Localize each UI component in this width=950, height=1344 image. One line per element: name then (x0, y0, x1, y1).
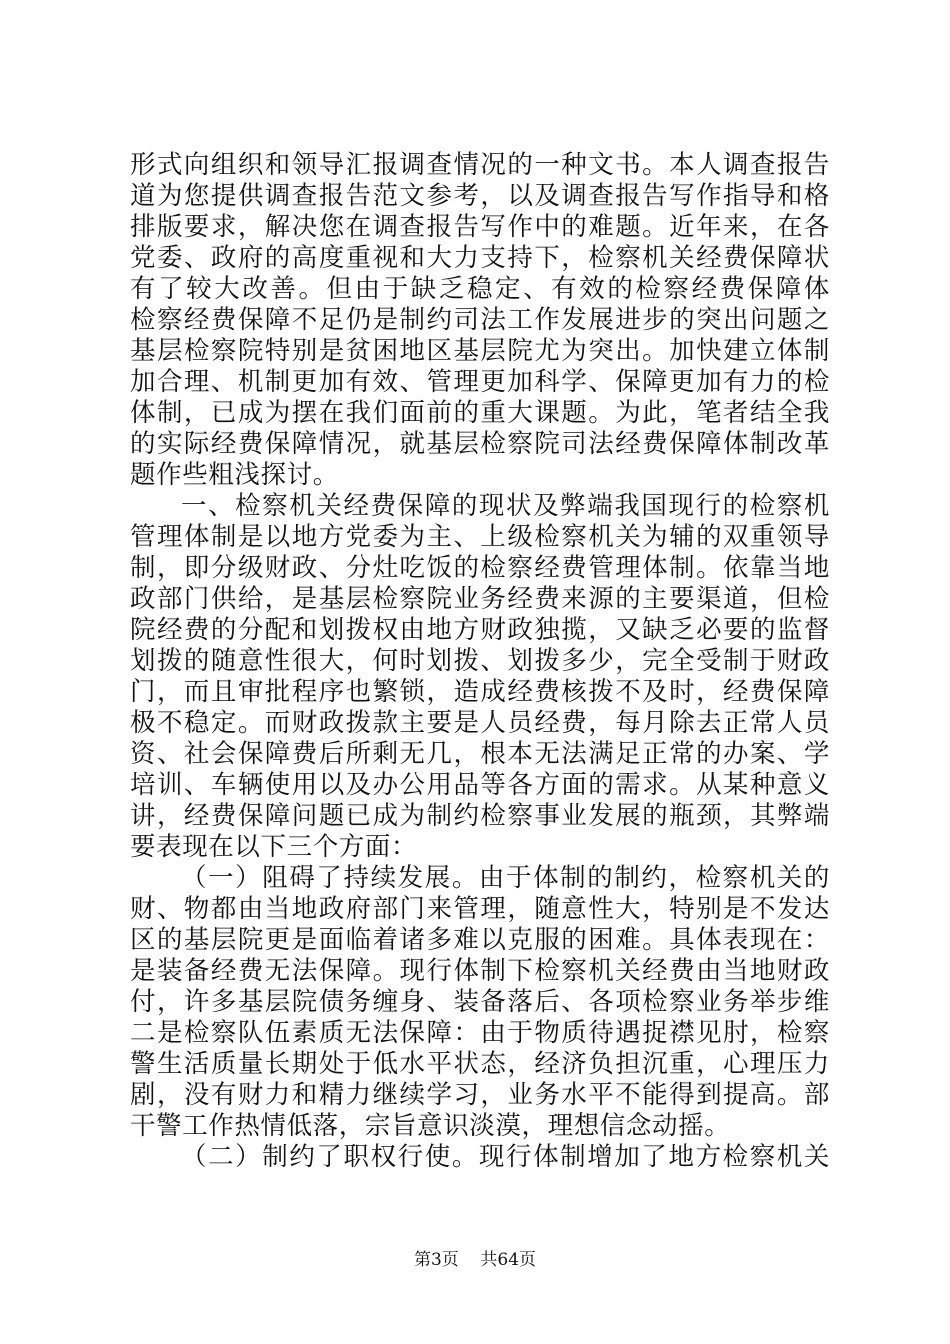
text-line: 划拨的随意性很大，何时划拨、划拨多少，完全受制于财政 (130, 646, 830, 676)
text-line: 的实际经费保障情况，就基层检察院司法经费保障体制改革 (130, 429, 830, 459)
text-line: 极不稳定。而财政拨款主要是人员经费，每月除去正常人员 (130, 708, 830, 738)
text-line: 财、物都由当地政府部门来管理，随意性大，特别是不发达 (130, 894, 830, 924)
text-line: 付，许多基层院债务缠身、装备落后、各项检察业务举步维 (130, 987, 830, 1017)
text-line: 资、社会保障费后所剩无几，根本无法满足正常的办案、学 (130, 739, 830, 769)
text-line: 二是检察队伍素质无法保障：由于物质待遇捉襟见肘，检察 (130, 1018, 830, 1048)
text-line: 培训、车辆使用以及办公用品等各方面的需求。从某种意义 (130, 770, 830, 800)
text-line: 警生活质量长期处于低水平状态，经济负担沉重，心理压力 (130, 1049, 830, 1079)
page-number: 第3页 (413, 1250, 459, 1270)
text-line: 政部门供给，是基层检察院业务经费来源的主要渠道，但检 (130, 584, 830, 614)
text-line: 形式向组织和领导汇报调查情况的一种文书。本人调查报告 (130, 150, 830, 180)
text-line: 基层检察院特别是贫困地区基层院尤为突出。加快建立体制 (130, 336, 830, 366)
text-line: 检察经费保障不足仍是制约司法工作发展进步的突出问题之 (130, 305, 830, 335)
text-line: 院经费的分配和划拨权由地方财政独揽，又缺乏必要的监督 (130, 615, 830, 645)
text-line: 门，而且审批程序也繁锁，造成经费核拨不及时，经费保障 (130, 677, 830, 707)
text-line: 党委、政府的高度重视和大力支持下，检察机关经费保障状 (130, 243, 830, 273)
page-total: 共64页 (480, 1250, 537, 1270)
text-line: 管理体制是以地方党委为主、上级检察机关为辅的双重领导 (130, 522, 830, 552)
text-line: 剧，没有财力和精力继续学习，业务水平不能得到提高。部 (130, 1080, 830, 1110)
text-line: 干警工作热情低落，宗旨意识淡漠，理想信念动摇。 (130, 1111, 731, 1141)
text-line: 一、检察机关经费保障的现状及弊端我国现行的检察机 (181, 491, 830, 521)
text-line: 排版要求，解决您在调查报告写作中的难题。近年来，在各 (130, 212, 830, 242)
text-line: 体制，已成为摆在我们面前的重大课题。为此，笔者结全我 (130, 398, 830, 428)
page-footer (0, 1245, 950, 1270)
text-line: （二）制约了职权行使。现行体制增加了地方检察机关 (181, 1142, 830, 1172)
text-line: 是装备经费无法保障。现行体制下检察机关经费由当地财政 (130, 956, 830, 986)
text-line: 区的基层院更是面临着诸多难以克服的困难。具体表现在： (130, 925, 830, 955)
text-line: 加合理、机制更加有效、管理更加科学、保障更加有力的检 (130, 367, 830, 397)
text-line: 有了较大改善。但由于缺乏稳定、有效的检察经费保障体 (130, 274, 830, 304)
text-line: 题作些粗浅探讨。 (130, 460, 339, 490)
text-line: 制，即分级财政、分灶吃饭的检察经费管理体制。依靠当地 (130, 553, 830, 583)
text-line: 道为您提供调查报告范文参考，以及调查报告写作指导和格 (130, 181, 830, 211)
text-line: 讲，经费保障问题已成为制约检察事业发展的瓶颈，其弊端 (130, 801, 830, 831)
text-line: （一）阻碍了持续发展。由于体制的制约，检察机关的 (181, 863, 830, 893)
text-line: 要表现在以下三个方面： (130, 832, 418, 862)
document-body (130, 150, 830, 1173)
page-separator (464, 1250, 475, 1270)
